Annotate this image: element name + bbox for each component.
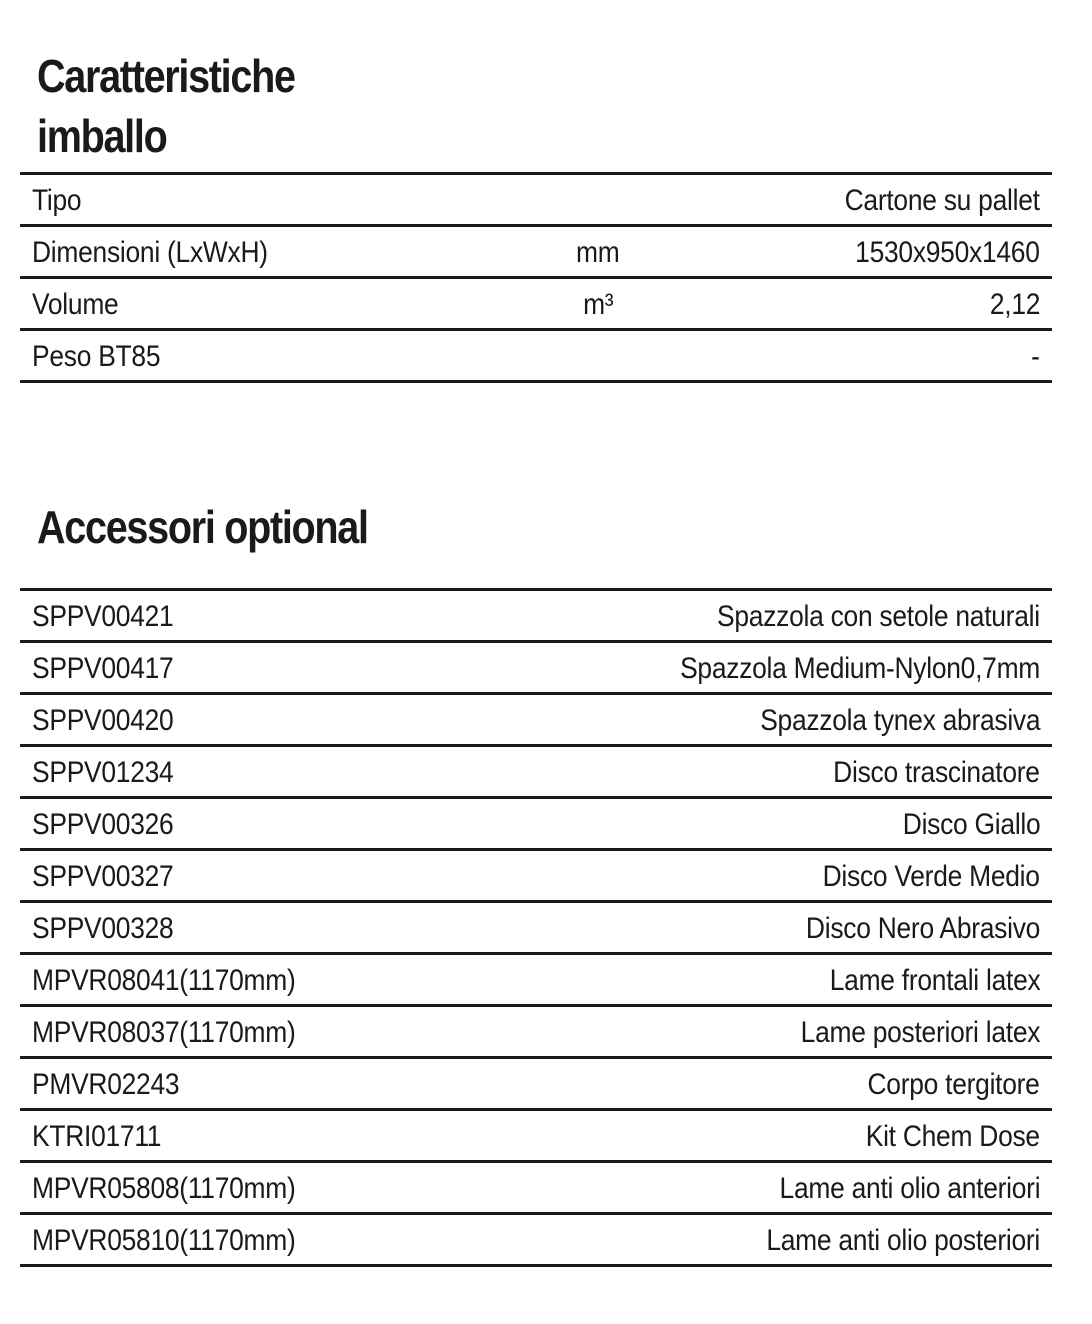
row-label: Peso BT85	[32, 340, 161, 373]
accessory-description: Lame posteriori latex	[800, 1016, 1040, 1049]
accessory-code: SPPV00417	[32, 652, 174, 685]
accessory-description: Spazzola con setole naturali	[717, 600, 1040, 633]
accessory-code: SPPV01234	[32, 756, 174, 789]
accessory-code: SPPV00327	[32, 860, 174, 893]
accessory-description: Disco Verde Medio	[822, 860, 1040, 893]
row-value: -	[1031, 340, 1040, 373]
accessory-code: MPVR05808(1170mm)	[32, 1172, 296, 1205]
table-row	[20, 747, 1052, 799]
row-label: Volume	[32, 288, 119, 321]
table-row	[20, 1163, 1052, 1215]
accessory-description: Disco Nero Abrasivo	[805, 912, 1040, 945]
accessory-code: SPPV00421	[32, 600, 174, 633]
packaging-title-line2: imballo	[37, 110, 167, 162]
row-label: Dimensioni (LxWxH)	[32, 236, 268, 269]
row-value: Cartone su pallet	[844, 184, 1040, 217]
accessory-description: Corpo tergitore	[867, 1068, 1040, 1101]
table-row	[20, 1007, 1052, 1059]
table-row	[20, 1215, 1052, 1267]
table-row: Dimensioni (LxWxH) mm 1530x950x1460	[20, 227, 1052, 279]
accessory-code: SPPV00420	[32, 704, 174, 737]
accessory-code: MPVR05810(1170mm)	[32, 1224, 296, 1257]
accessory-code: SPPV00328	[32, 912, 174, 945]
table-row	[20, 799, 1052, 851]
table-row	[20, 331, 1052, 383]
table-row	[20, 955, 1052, 1007]
accessory-code: MPVR08041(1170mm)	[32, 964, 296, 997]
table-row	[20, 903, 1052, 955]
table-row	[20, 175, 1052, 227]
table-row	[20, 643, 1052, 695]
row-label: Tipo	[32, 184, 82, 217]
accessory-description: Lame anti olio anteriori	[779, 1172, 1040, 1205]
accessory-description: Spazzola Medium-Nylon0,7mm	[680, 652, 1040, 685]
packaging-title-line1: Caratteristiche	[37, 50, 295, 102]
table-row: Volume m³ 2,12	[20, 279, 1052, 331]
accessory-description: Spazzola tynex abrasiva	[759, 704, 1040, 737]
table-row	[20, 695, 1052, 747]
accessory-code: SPPV00326	[32, 808, 174, 841]
accessories-section-title: Accessori optional	[37, 501, 368, 553]
packaging-section-title	[37, 46, 295, 166]
accessory-description: Disco Giallo	[902, 808, 1040, 841]
table-row	[20, 1059, 1052, 1111]
accessory-description: Lame anti olio posteriori	[766, 1224, 1040, 1257]
accessory-code: KTRI01711	[32, 1120, 162, 1153]
accessory-code: PMVR02243	[32, 1068, 180, 1101]
row-value: 2,12	[989, 288, 1040, 321]
accessory-description: Kit Chem Dose	[865, 1120, 1040, 1153]
accessory-description: Disco trascinatore	[833, 756, 1040, 789]
accessory-code: MPVR08037(1170mm)	[32, 1016, 296, 1049]
table-row	[20, 851, 1052, 903]
accessories-table	[20, 588, 1052, 1267]
packaging-table	[20, 172, 1052, 383]
accessory-description: Lame frontali latex	[829, 964, 1040, 997]
table-row	[20, 1111, 1052, 1163]
table-row	[20, 591, 1052, 643]
row-value: 1530x950x1460	[855, 236, 1040, 269]
